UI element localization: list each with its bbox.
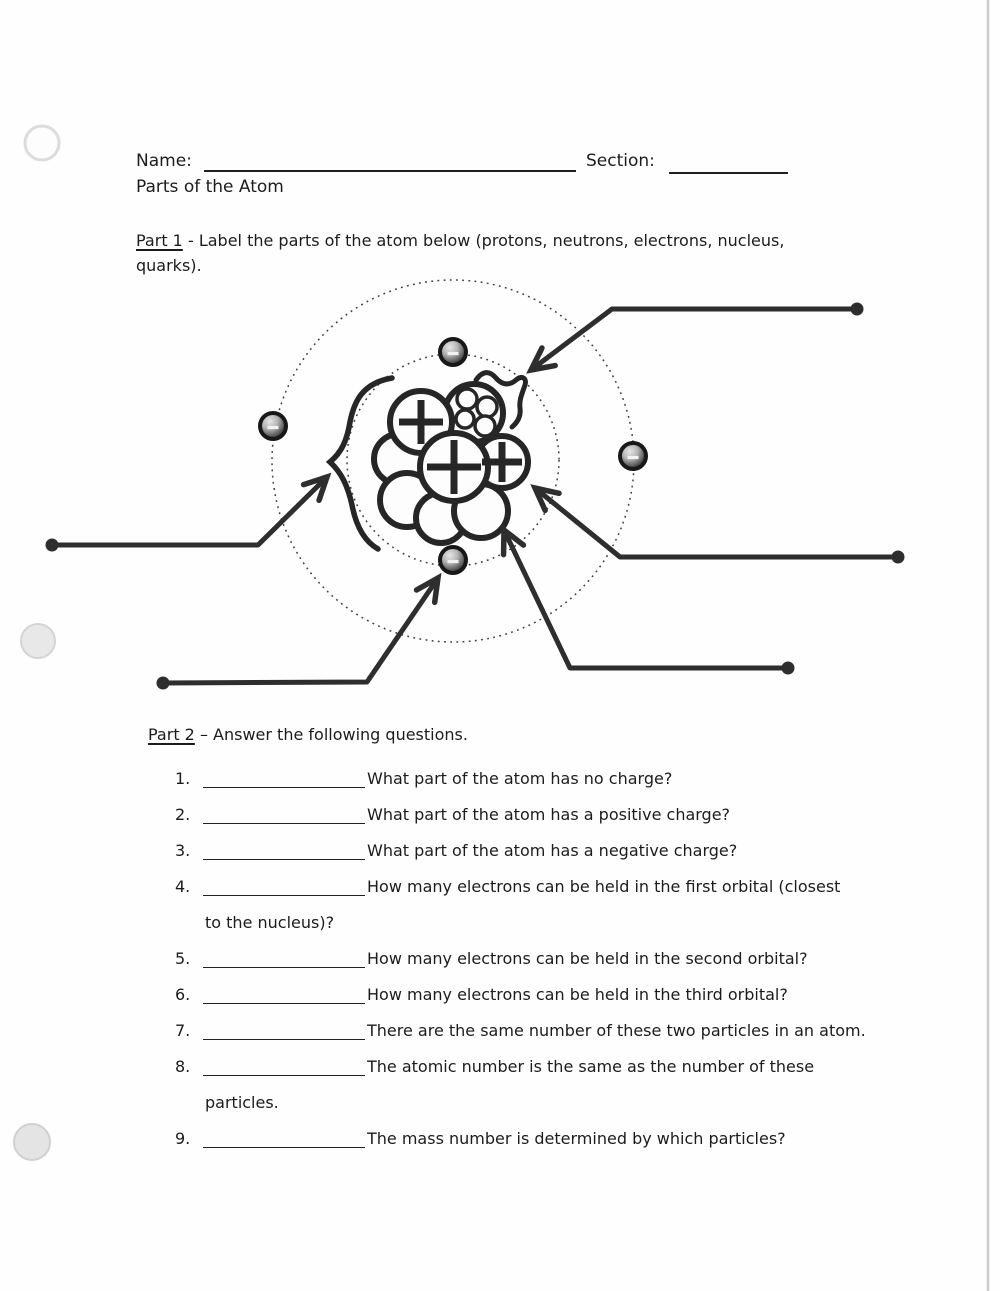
- hole-punch-middle: [21, 624, 55, 658]
- answer-blank: [203, 823, 365, 824]
- question-number: 6.: [175, 985, 191, 1004]
- label-line-bottom-left: [163, 578, 438, 683]
- answer-blank: [203, 895, 365, 896]
- answer-blank: [203, 859, 365, 860]
- question-number: 2.: [175, 805, 191, 824]
- section-label: Section:: [586, 151, 655, 171]
- question-text: How many electrons can be held in the first orbital (closest: [367, 877, 841, 896]
- question-number: 3.: [175, 841, 191, 860]
- electron-icon: [440, 339, 466, 365]
- question-text: What part of the atom has a positive charge?: [367, 805, 731, 824]
- question-text: What part of the atom has a negative charge?: [367, 841, 738, 860]
- label-line-top-right: [531, 309, 857, 370]
- question-row-5: [175, 941, 895, 977]
- hole-punch-bottom: [14, 1124, 50, 1160]
- part2-heading: Part 2: [148, 725, 195, 744]
- label-line-right: [535, 488, 898, 557]
- label-line-left: [52, 477, 327, 545]
- question-text: How many electrons can be held in the second orbital?: [367, 949, 808, 968]
- label-line-bottom-right: [504, 530, 788, 668]
- answer-blank: [203, 1075, 365, 1076]
- hole-punch-top: [25, 126, 59, 160]
- question-number: 9.: [175, 1129, 191, 1148]
- question-text: How many electrons can be held in the third orbital?: [367, 985, 788, 1004]
- question-text: The mass number is determined by which particles?: [367, 1129, 786, 1148]
- question-row-8: [175, 1049, 895, 1085]
- answer-blank: [203, 1003, 365, 1004]
- name-label: Name:: [136, 151, 192, 171]
- question-row-4: [175, 869, 895, 905]
- answer-blank: [203, 967, 365, 968]
- question-text-continued: to the nucleus)?: [205, 913, 335, 932]
- question-row-2: [175, 797, 895, 833]
- question-number: 1.: [175, 769, 191, 788]
- part1-instruction-line2: quarks).: [136, 256, 202, 275]
- part2-instructions: [148, 725, 468, 744]
- question-text-continued: particles.: [205, 1093, 279, 1112]
- quark-particle: [456, 410, 474, 428]
- quark-particle: [457, 389, 477, 409]
- part1-heading: Part 1: [136, 231, 183, 250]
- answer-blank: [203, 787, 365, 788]
- part1-instruction-line1: - Label the parts of the atom below (protons, neutrons, electrons, nucleus,: [187, 231, 785, 250]
- answer-blank: [203, 1147, 365, 1148]
- electron-icon: [260, 413, 286, 439]
- answer-blank: [203, 1039, 365, 1040]
- quark-particle: [477, 397, 497, 417]
- question-row-7: [175, 1013, 895, 1049]
- electron-icon: [620, 443, 646, 469]
- electron-icon: [440, 547, 466, 573]
- question-number: 4.: [175, 877, 191, 896]
- question-number: 5.: [175, 949, 191, 968]
- questions-list: [175, 761, 895, 1157]
- question-text: There are the same number of these two particles in an atom.: [367, 1021, 866, 1040]
- question-text: What part of the atom has no charge?: [367, 769, 673, 788]
- page-title: Parts of the Atom: [136, 177, 284, 197]
- question-row-9: [175, 1121, 895, 1157]
- quark-particle: [475, 416, 495, 436]
- question-number: 7.: [175, 1021, 191, 1040]
- part2-instruction-text: – Answer the following questions.: [199, 725, 468, 744]
- question-text: The atomic number is the same as the number of these: [367, 1057, 815, 1076]
- question-row-3: [175, 833, 895, 869]
- question-row-1: [175, 761, 895, 797]
- question-number: 8.: [175, 1057, 191, 1076]
- question-row-6: [175, 977, 895, 1013]
